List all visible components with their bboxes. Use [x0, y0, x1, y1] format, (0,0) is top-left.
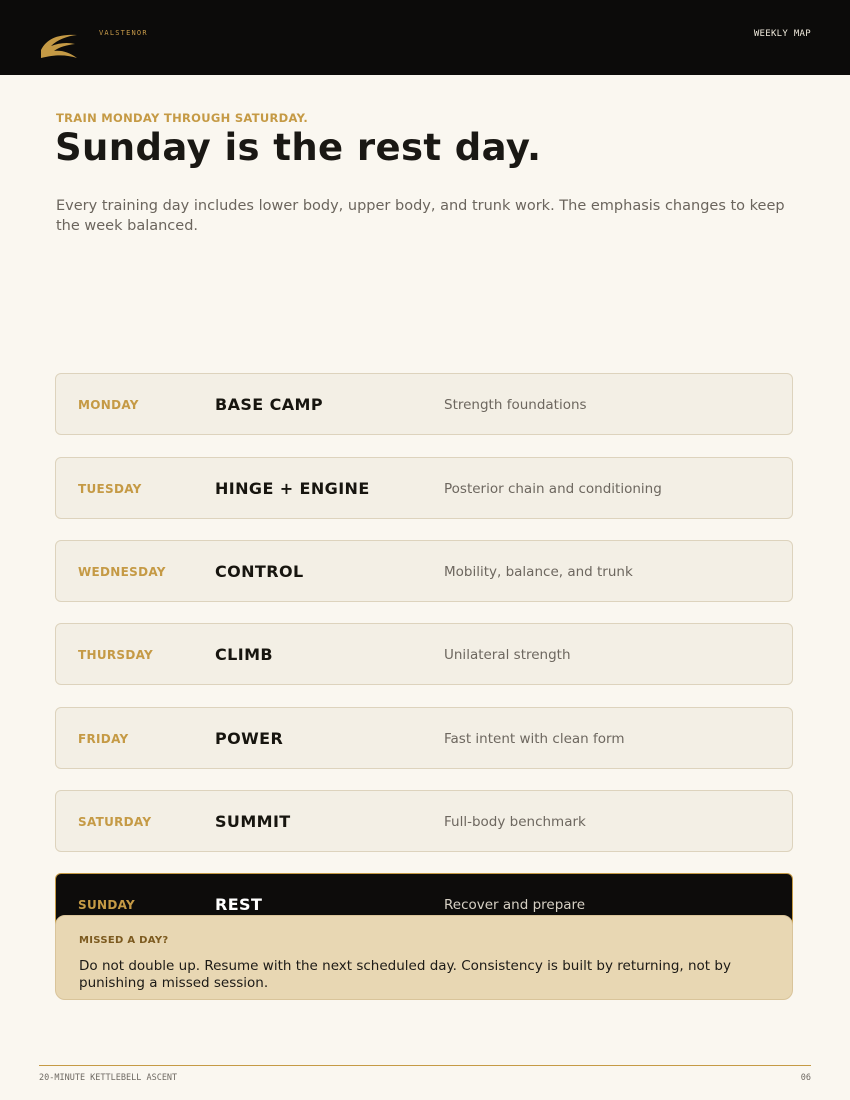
day-label: SUNDAY	[78, 898, 136, 912]
footer-title: 20-MINUTE KETTLEBELL ASCENT	[39, 1073, 178, 1083]
schedule-row-wednesday	[55, 540, 793, 602]
session-name: CLIMB	[215, 645, 274, 664]
session-name: REST	[215, 895, 263, 914]
session-description: Strength foundations	[444, 397, 587, 413]
session-name: SUMMIT	[215, 812, 291, 831]
page-number: 06	[800, 1073, 811, 1083]
mountain-logo-icon	[39, 30, 79, 62]
day-label: MONDAY	[78, 398, 139, 412]
session-name: BASE CAMP	[215, 395, 323, 414]
missed-day-callout	[55, 915, 793, 1000]
session-description: Full-body benchmark	[444, 814, 586, 830]
schedule-row-saturday	[55, 790, 793, 852]
section-label: WEEKLY MAP	[753, 29, 811, 39]
day-label: WEDNESDAY	[78, 565, 166, 579]
session-name: POWER	[215, 729, 284, 748]
top-bar	[0, 0, 850, 75]
session-description: Unilateral strength	[444, 647, 571, 663]
footer-divider	[39, 1065, 811, 1066]
session-description: Recover and prepare	[444, 897, 586, 913]
intro-paragraph: Every training day includes lower body, upper body, and trunk work. The emphasis changes to keep the week balanced.	[56, 198, 785, 234]
callout-label: MISSED A DAY?	[79, 935, 169, 946]
day-label: THURSDAY	[78, 648, 154, 662]
page-title: Sunday is the rest day.	[55, 126, 542, 169]
session-description: Fast intent with clean form	[444, 731, 625, 747]
schedule-row-thursday	[55, 623, 793, 685]
day-label: TUESDAY	[78, 482, 142, 496]
schedule-row-friday	[55, 707, 793, 769]
session-description: Posterior chain and conditioning	[444, 481, 662, 497]
session-name: HINGE + ENGINE	[215, 479, 370, 498]
session-name: CONTROL	[215, 562, 304, 581]
session-description: Mobility, balance, and trunk	[444, 564, 633, 580]
brand-name: VALSTENOR	[99, 29, 148, 37]
day-label: SATURDAY	[78, 815, 152, 829]
schedule-row-monday	[55, 373, 793, 435]
day-label: FRIDAY	[78, 732, 129, 746]
eyebrow-text: TRAIN MONDAY THROUGH SATURDAY.	[56, 111, 308, 125]
callout-text: Do not double up. Resume with the next scheduled day. Consistency is built by returning, not by punishing a missed session.	[79, 958, 731, 991]
schedule-row-tuesday	[55, 457, 793, 519]
